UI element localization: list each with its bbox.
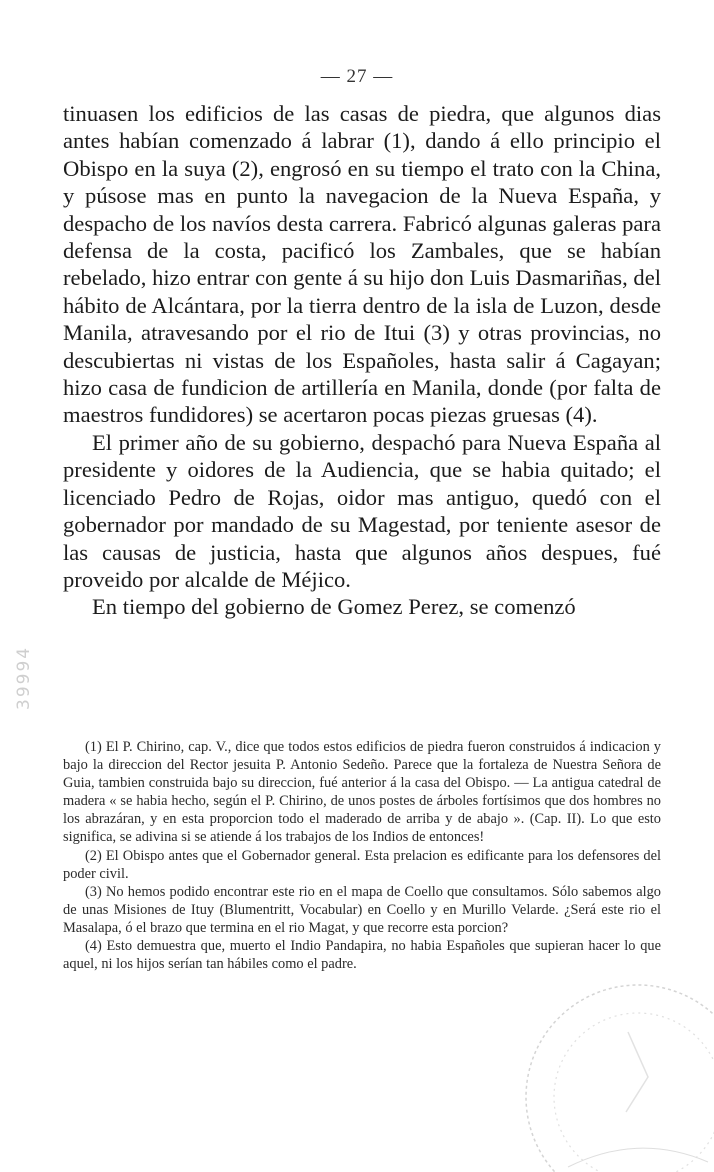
main-text	[63, 100, 661, 621]
paragraph-2: El primer año de su gobierno, despachó para Nueva España al presidente y oidores de la Audiencia, que se habia quitado; el licenciado Pedro de Rojas, oidor mas antiguo, quedó con el gobernador por mandado de su Magestad, por teniente asesor de las causas de justicia, hasta que algunos años despues, fué proveido por alcalde de Méjico.	[63, 429, 661, 592]
page-number: — 27 —	[320, 66, 394, 87]
footnote-3: (3) No hemos podido encontrar este rio en el mapa de Coello que consultamos. Sólo sabemos algo de unas Misiones de Ituy (Blumentritt, Vocabular) en Coello y en Murillo Velarde. ¿Será este rio el Masalapa, ó el brazo que termina en el rio Magat, y que recorre esta porcion?	[63, 883, 661, 936]
margin-stamp: 39994	[14, 645, 34, 710]
footnote-2: (2) El Obispo antes que el Gobernador general. Esta prelacion es edificante para los defensores del poder civil.	[63, 847, 661, 882]
footnote-4: (4) Esto demuestra que, muerto el Indio Pandapira, no habia Españoles que supieran hacer lo que aquel, ni los hijos serían tan hábiles como el padre.	[63, 938, 661, 973]
footnote-1: (1) El P. Chirino, cap. V., dice que todos estos edificios de piedra fueron construidos á indicacion y bajo la direccion del Rector jesuita P. Antonio Sedeño. Parece que la fortaleza de Nuestra Señora de Guia, tambien construida bajo su direccion, fué anterior á la casa del Obispo. — La antigua catedral de madera « se habia hecho, según el P. Chirino, de unos postes de árboles fortísimos que dos hombres no los abrazáran, y en esta proporcion todo el maderado de arriba y de abajo ». (Cap. II). Lo que esto significa, se adivina si se atiende á los trabajos de los Indios de entonces!	[63, 739, 661, 846]
paragraph-3: En tiempo del gobierno de Gomez Perez, se comenzó	[92, 594, 576, 620]
library-seal-icon	[488, 962, 714, 1172]
footnotes	[63, 738, 661, 973]
paragraph-1: tinuasen los edificios de las casas de piedra, que algunos dias antes habían comenzado á labrar (1), dando á ello principio el Obispo en la suya (2), engrosó en su tiempo el trato con la China, y púsose mas en punto la navegacion de la Nueva España, y despacho de los navíos desta carrera. Fabricó algunas galeras para defensa de la costa, pacificó los Zambales, que se habían rebelado, hizo entrar con gente á su hijo don Luis Dasmariñas, del hábito de Alcántara, por la tierra dentro de la isla de Luzon, desde Manila, atravesando por el rio de Itui (3) y otras provincias, no descubiertas ni vistas de los Españoles, hasta salir á Cagayan; hizo casa de fundicion de artillería en Manila, donde (por falta de maestros fundidores) se acertaron pocas piezas gruesas (4).	[63, 101, 661, 428]
